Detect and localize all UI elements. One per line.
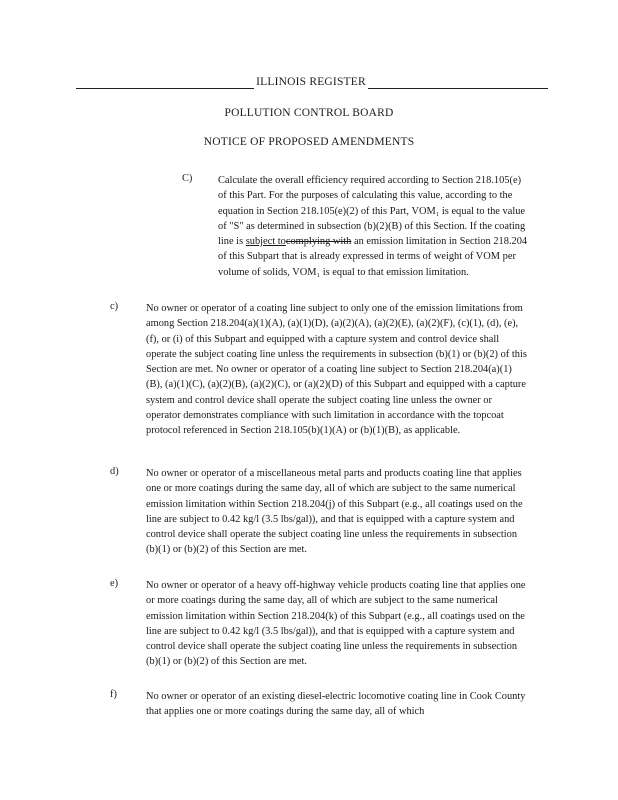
subsection-e-text: [146, 578, 528, 670]
notice-title: NOTICE OF PROPOSED AMENDMENTS: [203, 136, 415, 148]
register-title: ILLINOIS REGISTER: [256, 76, 366, 88]
subsection-label-e: e): [110, 578, 119, 589]
deleted-text: complying with: [285, 236, 352, 248]
subsection-label-C: C): [182, 173, 193, 184]
subsection-e-body: No owner or operator of a heavy off-highway vehicle products coating line that applies one or more coatings during the same day, all of which are subject to the same numerical emission limitation within Section 218.204(k) of this Subpart (e.g., all coatings used on the line are subject to 0.42 kg/l (3.5 lbs/gal)), and that is equipped with a capture system and control device shall operate the subject coating line unless the requirements in subsection (b)(1) or (b)(2) of this Section are met.: [146, 580, 526, 668]
register-header: [76, 74, 548, 94]
header-rule-right: [368, 88, 548, 89]
subsection-c-body: No owner or operator of a coating line subject to only one of the emission limitations from among Section 218.204(a)(1)(A), (a)(1)(D), (a)(2)(A), (a)(2)(E), (a)(2)(F), (c)(1), (d), (e), (f), or (i) of this Subpart and equipped with a capture system and control device shall operate the subject coating line unless the requirements in subsection (b)(1) or (b)(2) of this Section are met. No owner or operator of a coating line subject to Section 218.204(a)(1)(B), (a)(1)(C), (a)(2)(B), (a)(2)(C), or (a)(2)(D) of this Subpart and equipped with a capture system and control device shall operate the subject coating line unless the owner or operator demonstrates compliance with such limitation in accordance with the topcoat protocol referenced in Section 218.105(b)(1)(A) or (b)(1)(B), as applicable.: [146, 303, 527, 437]
inserted-text: subject to: [245, 236, 286, 248]
subsection-f-text: [146, 689, 528, 720]
subsection-f-body: No owner or operator of an existing diesel-electric locomotive coating line in Cook County that applies one or more coatings during the same day, all of which: [146, 691, 526, 718]
subsection-C-text: [218, 173, 528, 280]
subsection-c-text: [146, 301, 528, 439]
subsection-C-body: Calculate the overall efficiency required according to Section 218.105(e) of this Part. For the purposes of calculating this value, according to the equation in Section 218.105(e)(2) of this Part, VOM₁ is equal to the value of "S" as determined in subsection (b)(2)(B) of this Section. If the coating line is: [218, 175, 526, 248]
subsection-C-body-end: an emission limitation in Section 218.204 of this Subpart that is already expressed in terms of weight of VOM per volume of solids, VOM₁ is equal to that emission limitation.: [218, 236, 528, 278]
board-name: POLLUTION CONTROL BOARD: [224, 107, 394, 119]
header-rule-left: [76, 88, 254, 89]
subsection-label-c: c): [110, 301, 119, 312]
subsection-d-text: [146, 466, 528, 558]
subsection-label-d: d): [110, 466, 119, 477]
subsection-d-body: No owner or operator of a miscellaneous metal parts and products coating line that applies one or more coatings during the same day, all of which are subject to the same numerical emission limitation within Section 218.204(j) of this Subpart (e.g., all coatings used on the line are subject to 0.42 kg/l (3.5 lbs/gal)), and that is equipped with a capture system and control device shall operate the subject coating line unless the requirements in subsection (b)(1) or (b)(2) of this Section are met.: [146, 468, 523, 556]
subsection-label-f: f): [110, 689, 117, 700]
